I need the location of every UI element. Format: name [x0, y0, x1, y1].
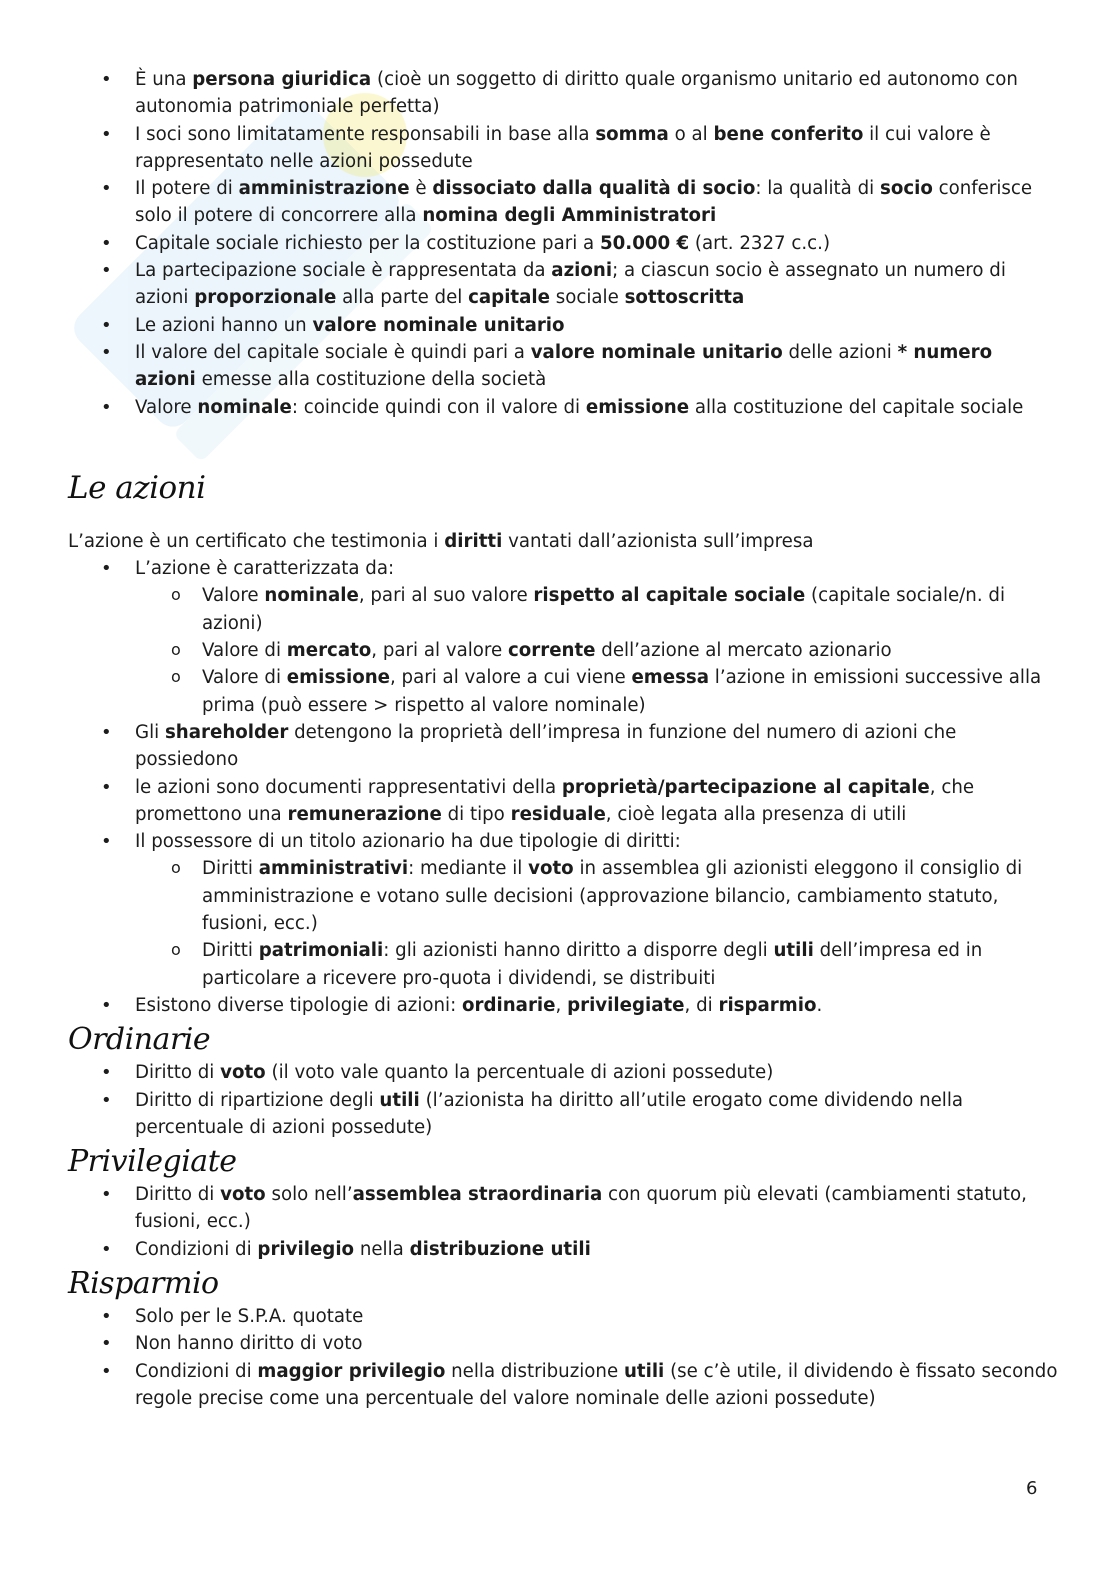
page-content	[68, 66, 1058, 1412]
list-item	[68, 774, 1058, 829]
text-run: il cui valore è rappresentato nelle azioni possedute	[135, 123, 991, 172]
bold-text: sottoscritta	[624, 287, 745, 309]
bold-text: residuale	[510, 803, 606, 825]
list-item	[68, 1181, 1058, 1236]
risparmio-list	[68, 1303, 1058, 1412]
text-run: detengono la proprietà dell’impresa in funzione del numero di azioni che possiedono	[135, 721, 957, 771]
list-item	[68, 719, 1058, 774]
sub-list-item	[68, 855, 1058, 937]
section-heading-azioni: Le azioni	[68, 469, 206, 506]
bold-text: voto	[220, 1062, 266, 1084]
bold-text: mercato	[286, 640, 372, 662]
bold-text: remunerazione	[287, 803, 442, 825]
text-run: è	[409, 178, 433, 200]
text-run: I soci sono limitatamente responsabili in base alla	[135, 123, 596, 145]
bold-text: nomina degli Amministratori	[422, 205, 717, 227]
bold-text: maggior privilegio	[257, 1360, 446, 1382]
text-run: : mediante il	[408, 858, 529, 880]
list-item	[68, 121, 1058, 176]
text-run: ,	[555, 994, 568, 1016]
text-run: L’azione è un certificato che testimonia i	[68, 530, 445, 552]
text-run: Gli	[135, 721, 165, 743]
text-run: , di	[684, 994, 719, 1016]
text-run: Condizioni di	[135, 1238, 258, 1260]
privilegiate-list	[68, 1181, 1058, 1263]
list-item	[68, 257, 1058, 312]
text-run: : coincide quindi con il valore di	[291, 396, 586, 418]
text-run: Diritti	[202, 940, 259, 962]
list-item	[68, 312, 1058, 339]
bold-text: utili	[773, 940, 814, 962]
list-item	[68, 555, 1058, 582]
bold-text: emissione	[585, 396, 690, 418]
subheading-risparmio: Risparmio	[68, 1265, 219, 1301]
text-run: L’azione è caratterizzata da:	[135, 558, 395, 580]
text-run: , che promettono una	[135, 776, 975, 825]
bold-text: proporzionale	[194, 287, 337, 309]
text-run: : gli azionisti hanno diritto a disporre degli	[383, 940, 774, 962]
sub-list-item	[68, 664, 1058, 719]
bold-text: 50.000 €	[599, 232, 690, 254]
text-run: vantati dall’azionista sull’impresa	[502, 530, 814, 552]
list-item	[68, 175, 1058, 230]
bold-text: privilegio	[257, 1238, 355, 1260]
bold-text: bene conferito	[713, 123, 864, 145]
text-run: (se c’è utile, il dividendo è fissato secondo regole precise come una percentuale del valore nominale delle azioni possedute)	[135, 1360, 1058, 1409]
text-run: Non hanno diritto di voto	[135, 1333, 363, 1355]
bold-text: emissione	[286, 667, 390, 689]
bold-text: dissociato dalla qualità di socio	[432, 178, 756, 200]
list-item	[68, 1330, 1058, 1357]
list-item	[68, 339, 1058, 394]
text-run: Valore di	[202, 640, 287, 662]
list-item	[68, 992, 1058, 1019]
text-run: La partecipazione sociale è rappresentata da	[135, 260, 552, 282]
text-run: Le azioni hanno un	[135, 314, 313, 336]
text-run: (cioè un soggetto di diritto quale organismo unitario ed autonomo con autonomia patrimoniale perfetta)	[135, 69, 1018, 118]
bold-text: distribuzione utili	[409, 1238, 591, 1260]
intro-bullet-list	[68, 66, 1058, 421]
text-run: Il possessore di un titolo azionario ha due tipologie di diritti:	[135, 831, 681, 853]
text-run: emesse alla costituzione della società	[195, 369, 547, 391]
list-item	[68, 1303, 1058, 1330]
bold-text: capitale	[468, 287, 550, 309]
text-run: con quorum più elevati (cambiamenti statuto, fusioni, ecc.)	[135, 1184, 1027, 1233]
list-item	[68, 1236, 1058, 1263]
bold-text: valore nominale unitario	[312, 314, 565, 336]
bold-text: risparmio	[718, 994, 817, 1016]
text-run: Valore	[135, 396, 198, 418]
intro-paragraph	[68, 528, 1058, 555]
text-run: le azioni sono documenti rappresentativi della	[135, 776, 562, 798]
list-item	[68, 828, 1058, 855]
text-run: , pari al valore a cui viene	[389, 667, 632, 689]
text-run: : la qualità di	[755, 178, 880, 200]
list-item	[68, 1358, 1058, 1413]
text-run: Condizioni di	[135, 1360, 258, 1382]
text-run: Diritto di	[135, 1062, 221, 1084]
bold-text: socio	[880, 178, 933, 200]
bold-text: persona giuridica	[192, 69, 372, 90]
bold-text: utili	[379, 1089, 420, 1111]
bold-text: emessa	[631, 667, 710, 689]
text-run: Il potere di	[135, 178, 239, 200]
text-run: Capitale sociale richiesto per la costituzione pari a	[135, 232, 600, 254]
bold-text: proprietà/partecipazione al capitale	[561, 776, 930, 798]
bold-text: shareholder	[164, 721, 289, 743]
text-run: alla parte del	[336, 287, 469, 309]
bold-text: valore nominale unitario	[530, 341, 783, 363]
sub-list-item	[68, 937, 1058, 992]
text-run: (capitale sociale/n. di azioni)	[202, 585, 1005, 634]
text-run: Solo per le S.P.A. quotate	[135, 1305, 364, 1327]
bold-text: assemblea straordinaria	[352, 1184, 603, 1206]
azioni-bullet-list	[68, 555, 1058, 1019]
ordinarie-list	[68, 1059, 1058, 1141]
text-run: l’azione in emissioni successive alla prima (può essere > rispetto al valore nominale)	[202, 667, 1042, 716]
text-run: nella	[354, 1238, 410, 1260]
bold-text: voto	[220, 1184, 266, 1206]
subheading-ordinarie: Ordinarie	[68, 1022, 211, 1058]
text-run: delle azioni	[782, 341, 898, 363]
bold-text: nominale	[264, 585, 359, 607]
subheading-privilegiate: Privilegiate	[68, 1144, 237, 1180]
text-run: dell’azione al mercato azionario	[595, 640, 892, 662]
bold-text: ordinarie	[462, 994, 556, 1016]
bold-text: diritti	[444, 530, 503, 552]
text-run: (il voto vale quanto la percentuale di azioni possedute)	[265, 1062, 774, 1084]
text-run: nella distribuzione	[445, 1360, 624, 1382]
text-run: conferisce solo il potere di concorrere alla	[135, 178, 1033, 227]
bold-text: somma	[595, 123, 669, 145]
text-run: , cioè legata alla presenza di utili	[605, 803, 907, 825]
list-item	[68, 394, 1058, 421]
text-run: (art. 2327 c.c.)	[689, 232, 831, 254]
bold-text: utili	[623, 1360, 665, 1382]
sub-list-item	[68, 637, 1058, 664]
text-run: .	[816, 994, 823, 1016]
text-run: alla costituzione del capitale sociale	[689, 396, 1024, 418]
bold-text: amministrazione	[238, 178, 410, 200]
text-run: Esistono diverse tipologie di azioni:	[135, 994, 463, 1016]
text-run: sociale	[549, 287, 625, 309]
bold-text: azioni	[551, 260, 613, 282]
text-run: Diritto di	[135, 1184, 221, 1206]
text-run: ; a ciascun socio è assegnato un numero di azioni	[135, 260, 1006, 309]
list-item	[68, 1059, 1058, 1086]
text-run: , pari al valore	[371, 640, 508, 662]
bold-text: privilegiate	[567, 994, 685, 1016]
text-run: , pari al suo valore	[358, 585, 534, 607]
list-item	[68, 66, 1058, 121]
text-run: in assemblea gli azionisti eleggono il consiglio di amministrazione e votano sulle decisioni (approvazione bilancio, cambiamento statuto, fusioni, ecc.)	[202, 858, 1023, 935]
list-item	[68, 230, 1058, 257]
text-run: solo nell’	[265, 1184, 353, 1206]
bold-text: rispetto al capitale sociale	[533, 585, 806, 607]
text-run: o al	[668, 123, 714, 145]
bold-text: nominale	[197, 396, 292, 418]
text-run: Valore	[202, 585, 265, 607]
text-run: di tipo	[441, 803, 511, 825]
bold-text: amministrativi	[258, 858, 409, 880]
text-run: È una	[135, 69, 193, 90]
text-run: Diritti	[202, 858, 259, 880]
text-run: dell’impresa ed in particolare a ricevere pro-quota i dividendi, se distribuiti	[202, 940, 983, 989]
page-number: 6	[1026, 1478, 1038, 1499]
text-run: Valore di	[202, 667, 287, 689]
list-item	[68, 1087, 1058, 1142]
sub-list-item	[68, 582, 1058, 637]
bold-text: * numero azioni	[135, 341, 993, 391]
bold-text: voto	[528, 858, 574, 880]
text-run: Diritto di ripartizione degli	[135, 1089, 380, 1111]
bold-text: corrente	[507, 640, 596, 662]
bold-text: patrimoniali	[258, 940, 384, 962]
text-run: Il valore del capitale sociale è quindi pari a	[135, 341, 531, 363]
text-run: (l’azionista ha diritto all’utile erogato come dividendo nella percentuale di azioni possedute)	[135, 1089, 964, 1138]
